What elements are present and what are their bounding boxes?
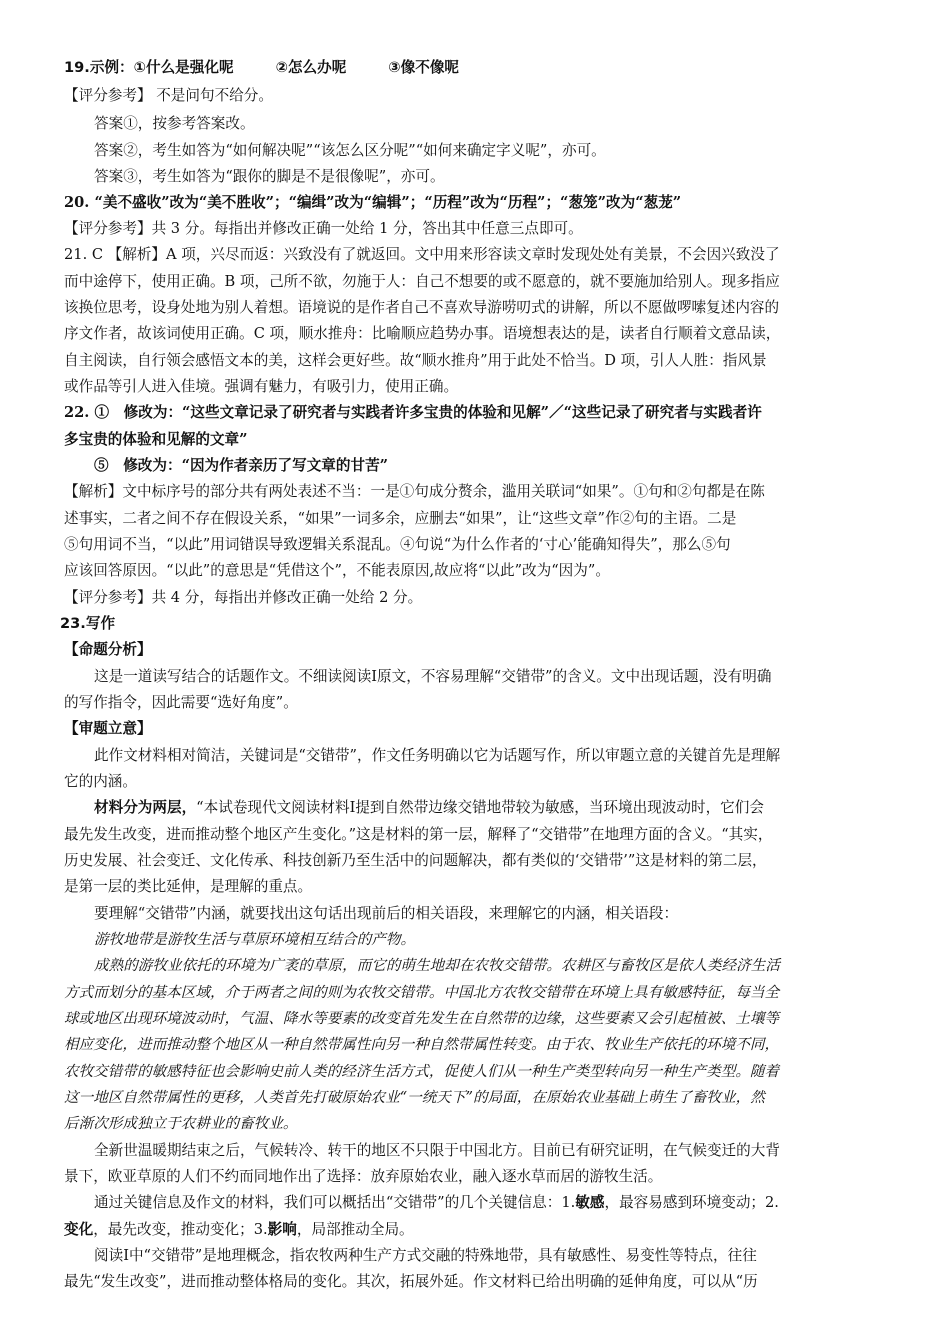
quote-line: 农牧交错带的敏感特征也会影响史前人类的经济生活方式，促使人们从一种生产类型转向另一种生产类型。随着 [64,1063,780,1080]
paragraph-line: 的写作指令，因此需要“选好角度”。 [64,694,298,711]
paragraph-line: 历史发展、社会变迁、文化传承、科技创新乃至生活中的问题解决，都有类似的‘交错带’”这是材料的第二层， [64,852,767,869]
paragraph-line: 最先发生改变，进而推动整个地区产生变化。”这是材料的第一层，解释了“交错带”在地理方面的含义。“其实， [64,826,773,843]
q21-analysis-line: 21. C 【解析】A 项，兴尽而返：兴致没有了就返回。文中用来形容读文章时发现处处有美景，不会因兴致没了 [64,246,780,263]
keyword-influence: 影响 [267,1221,297,1238]
q22-analysis-line: 【解析】文中标序号的部分共有两处表述不当：一是①句成分赘余，滥用关联词“如果”。①句和②句都是在陈 [64,483,765,500]
quote-line: 游牧地带是游牧生活与草原环境相互结合的产物。 [94,931,416,948]
q23-title: 23.写作 [60,615,116,632]
paragraph-line: 此作文材料相对简洁，关键词是“交错带”，作文任务明确以它为话题写作，所以审题立意的关键首先是理解 [94,747,781,764]
q21-analysis-line: 该换位思考，设身处地为别人着想。语境说的是作者自己不喜欢导游唠叨式的讲解，所以不愿做啰嗦复述内容的 [64,299,780,316]
q20-corrections: 20. “美不盛收”改为“美不胜收”；“编缉”改为“编辑”；“历程”改为“历程”；“葱笼”改为“葱茏” [64,194,682,211]
quote-line: 后渐次形成独立于农耕业的畜牧业。 [64,1115,298,1132]
paragraph-line: 这是一道读写结合的话题作文。不细读阅读Ⅰ原文，不容易理解“交错带”的含义。文中出现话题，没有明确 [94,668,772,685]
paragraph-line: 阅读Ⅰ中“交错带”是地理概念，指农牧两种生产方式交融的特殊地带，具有敏感性、易变性等特点，往往 [94,1247,757,1264]
q22-analysis-line: 应该回答原因。“以此”的意思是“凭借这个”，不能表原因,故应将“以此”改为“因为”。 [64,562,610,579]
paragraph-line: 最先“发生改变”，进而推动整体格局的变化。其次，拓展外延。作文材料已给出明确的延伸角度，可以从“历 [64,1273,758,1290]
quote-line: 这一地区自然带属性的更移，人类首先打破原始农业“一统天下”的局面，在原始农业基础上萌生了畜牧业，然 [64,1089,765,1106]
paragraph-line: 它的内涵。 [64,773,137,790]
paragraph-line: 要理解“交错带”内涵，就要找出这句话出现前后的相关语段，来理解它的内涵，相关语段： [94,905,679,922]
paragraph-line: 全新世温暖期结束之后，气候转冷、转干的地区不只限于中国北方。目前已有研究证明，在气候变迁的大背 [94,1142,780,1159]
section-heading: 【审题立意】 [64,720,152,737]
q21-analysis-line: 而中途停下，使用正确。B 项，己所不欲，勿施于人：自己不想要的或不愿意的，就不要施加给别人。现多指应 [64,273,780,290]
paragraph-line: 变化，最先改变，推动变化；3.影响，局部推动全局。 [64,1221,414,1238]
q21-analysis-line: 或作品等引人进入佳境。强调有魅力，有吸引力，使用正确。 [64,378,459,395]
material-two-layers-label: 材料分为两层， [94,799,197,816]
q19-example-line: 19.示例：①什么是强化呢 ②怎么办呢 ③像不像呢 [64,59,460,76]
q19-answer-3: 答案③，考生如答为“跟你的脚是不是很像呢”，亦可。 [94,168,445,185]
q22-analysis-line: 述事实，二者之间不存在假设关系，“如果”一词多余，应删去“如果”，让“这些文章”作②句的主语。二是 [64,510,737,527]
q19-scoring-ref: 【评分参考】 不是问句不给分。 [64,87,273,104]
q20-scoring-ref: 【评分参考】共 3 分。每指出并修改正确一处给 1 分，答出其中任意三点即可。 [64,220,583,237]
paragraph-line: 是第一层的类比延伸，是理解的重点。 [64,878,313,895]
paragraph-line: 通过关键信息及作文的材料，我们可以概括出“交错带”的几个关键信息：1.敏感，最容易感到环境变动；2. [94,1194,779,1211]
q22-scoring-ref: 【评分参考】共 4 分，每指出并修改正确一处给 2 分。 [64,589,423,606]
q22-revision-1-cont: 多宝贵的体验和见解的文章” [64,431,248,448]
quote-line: 成熟的游牧业依托的环境为广袤的草原，而它的萌生地却在农牧交错带。农耕区与畜牧区是依人类经济生活 [94,957,780,974]
quote-line: 方式而划分的基本区域，介于两者之间的则为农牧交错带。中国北方农牧交错带在环境上具有敏感特征，每当全 [64,984,780,1001]
q21-analysis-line: 序文作者，故该词使用正确。C 项，顺水推舟：比喻顺应趋势办事。语境想表达的是，读者自行顺着文意品读， [64,325,781,342]
quote-line: 球或地区出现环境波动时，气温、降水等要素的改变首先发生在自然带的边缘，这些要素又会引起植被、土壤等 [64,1010,780,1027]
keyword-sensitive: 敏感 [575,1194,605,1211]
q19-answer-1: 答案①，按参考答案改。 [94,115,255,132]
q21-analysis-line: 自主阅读，自行领会感悟文本的美，这样会更好些。故“顺水推舟”用于此处不恰当。D 项，引人人胜：指风景 [64,352,767,369]
q22-revision-1: 22. ① 修改为：“这些文章记录了研究者与实践者许多宝贵的体验和见解”／“这些记录了研究者与实践者许 [64,404,762,421]
paragraph-line: 材料分为两层，“本试卷现代文阅读材料Ⅰ提到自然带边缘交错地带较为敏感，当环境出现波动时，它们会 [94,799,764,816]
paragraph-line: 景下，欧亚草原的人们不约而同地作出了选择：放弃原始农业，融入逐水草而居的游牧生活。 [64,1168,663,1185]
q22-revision-5: ⑤ 修改为：“因为作者亲历了写文章的甘苦” [94,457,389,474]
keyword-change: 变化 [64,1221,94,1238]
quote-line: 相应变化，进而推动整个地区从一种自然带属性向另一种自然带属性转变。由于农、牧业生产依托的环境不同， [64,1036,780,1053]
q19-answer-2: 答案②，考生如答为“如何解决呢”“该怎么区分呢”“如何来确定字义呢”，亦可。 [94,142,606,159]
q22-analysis-line: ⑤句用词不当，“以此”用词错误导致逻辑关系混乱。④句说“为什么作者的‘寸心’能确知得失”，那么⑤句 [64,536,731,553]
section-heading: 【命题分析】 [64,641,152,658]
